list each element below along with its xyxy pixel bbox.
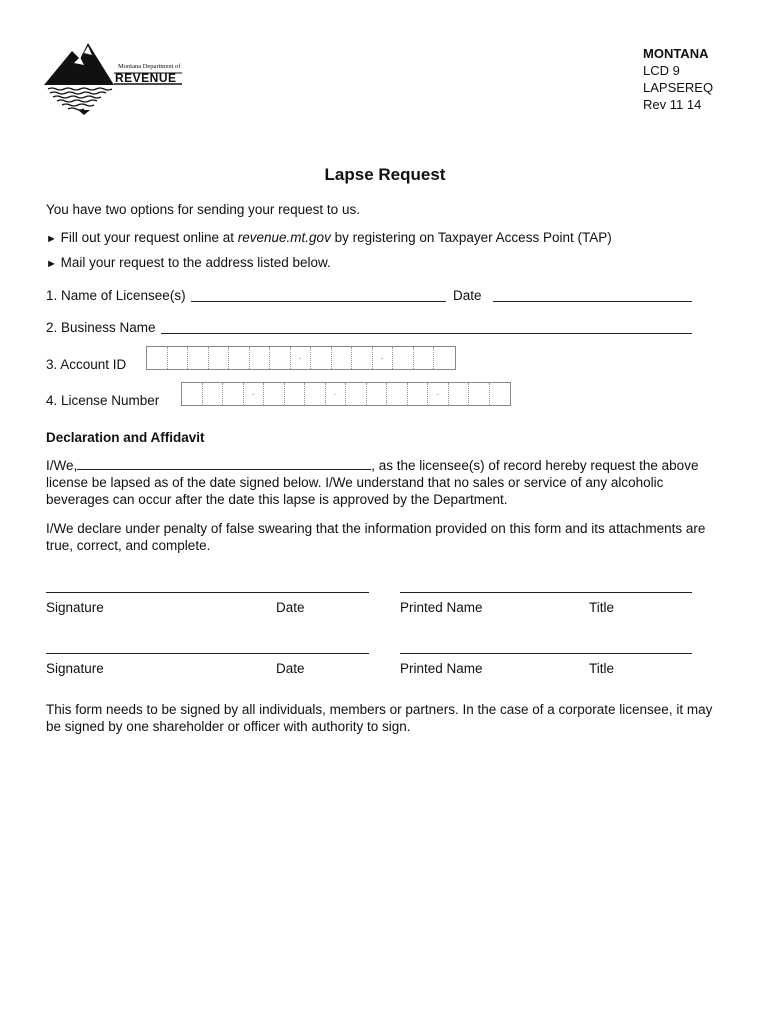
declaration-pre: I/We, <box>46 458 78 473</box>
logo-text-line1: Montana Department of <box>118 63 181 70</box>
title-label: Title <box>589 661 615 676</box>
signature-date-label: Date <box>276 661 305 676</box>
revenue-link[interactable]: revenue.mt.gov <box>237 230 331 245</box>
digit-box[interactable] <box>147 347 168 369</box>
form-revision: Rev 11 14 <box>643 97 702 112</box>
department-logo <box>44 43 189 115</box>
form-state: MONTANA <box>643 46 709 61</box>
business-name-label: 2. Business Name <box>46 320 156 335</box>
signature-label: Signature <box>46 600 104 615</box>
digit-box[interactable] <box>168 347 189 369</box>
digit-box[interactable] <box>414 347 435 369</box>
digit-box[interactable] <box>352 347 373 369</box>
licensee-declaration-field[interactable] <box>77 457 371 470</box>
digit-box[interactable] <box>469 383 490 405</box>
date-label: Date <box>453 288 482 303</box>
signature-line-1[interactable] <box>46 592 369 593</box>
printed-name-label: Printed Name <box>400 600 483 615</box>
digit-box[interactable] <box>367 383 388 405</box>
option-online <box>46 229 612 248</box>
title-label: Title <box>589 600 615 615</box>
option-mail-text: Mail your request to the address listed below. <box>60 255 331 270</box>
license-number-label: 4. License Number <box>46 393 160 408</box>
separator-box: - <box>291 347 312 369</box>
licensee-name-label: 1. Name of Licensee(s) <box>46 288 186 303</box>
digit-box[interactable] <box>490 383 511 405</box>
separator-box: - <box>244 383 265 405</box>
business-name-field[interactable] <box>161 333 692 334</box>
form-code: LCD 9 <box>643 63 680 78</box>
signature-line-2[interactable] <box>46 653 369 654</box>
separator-box: - <box>373 347 394 369</box>
digit-box[interactable] <box>188 347 209 369</box>
digit-box[interactable] <box>285 383 306 405</box>
digit-box[interactable] <box>449 383 470 405</box>
account-id-field[interactable] <box>146 346 456 370</box>
digit-box[interactable] <box>209 347 230 369</box>
digit-box[interactable] <box>305 383 326 405</box>
digit-box[interactable] <box>332 347 353 369</box>
declaration-para1-rest: license be lapsed as of the date signed below. I/We understand that no sales or service of any alcoholic beverages can occur after the date this lapse is approved by the Department. <box>46 475 664 507</box>
separator-box: - <box>428 383 449 405</box>
digit-box[interactable] <box>434 347 455 369</box>
intro-text: You have two options for sending your request to us. <box>46 202 360 217</box>
page-title: Lapse Request <box>324 165 446 184</box>
declaration-para2: I/We declare under penalty of false swearing that the information provided on this form and its attachments are true, correct, and complete. <box>46 521 706 553</box>
digit-box[interactable] <box>346 383 367 405</box>
account-id-label: 3. Account ID <box>46 357 127 372</box>
declaration-heading: Declaration and Affidavit <box>46 430 205 445</box>
footer-note: This form needs to be signed by all individuals, members or partners. In the case of a corporate licensee, it may be signed by one shareholder or officer with authority to sign. <box>46 702 713 734</box>
digit-box[interactable] <box>387 383 408 405</box>
date-field[interactable] <box>493 301 692 302</box>
printed-name-label: Printed Name <box>400 661 483 676</box>
digit-box[interactable] <box>311 347 332 369</box>
digit-box[interactable] <box>270 347 291 369</box>
digit-box[interactable] <box>182 383 203 405</box>
digit-box[interactable] <box>203 383 224 405</box>
option-online-pre: Fill out your request online at <box>60 230 238 245</box>
license-number-field[interactable] <box>181 382 511 406</box>
option-online-post: by registering on Taxpayer Access Point (TAP) <box>330 230 612 245</box>
digit-box[interactable] <box>229 347 250 369</box>
separator-box: - <box>326 383 347 405</box>
digit-box[interactable] <box>250 347 271 369</box>
signature-date-label: Date <box>276 600 305 615</box>
form-id: LAPSEREQ <box>643 80 714 95</box>
digit-box[interactable] <box>264 383 285 405</box>
arrow-bullet-icon: ► <box>46 258 57 270</box>
digit-box[interactable] <box>408 383 429 405</box>
arrow-bullet-icon: ► <box>46 233 57 245</box>
licensee-name-field[interactable] <box>191 301 446 302</box>
declaration-line1 <box>46 457 726 474</box>
printed-name-line-1[interactable] <box>400 592 692 593</box>
digit-box[interactable] <box>393 347 414 369</box>
signature-label: Signature <box>46 661 104 676</box>
digit-box[interactable] <box>223 383 244 405</box>
option-mail <box>46 254 331 273</box>
printed-name-line-2[interactable] <box>400 653 692 654</box>
declaration-post: , as the licensee(s) of record hereby request the above <box>371 458 699 473</box>
logo-text-line2: REVENUE <box>115 71 177 85</box>
